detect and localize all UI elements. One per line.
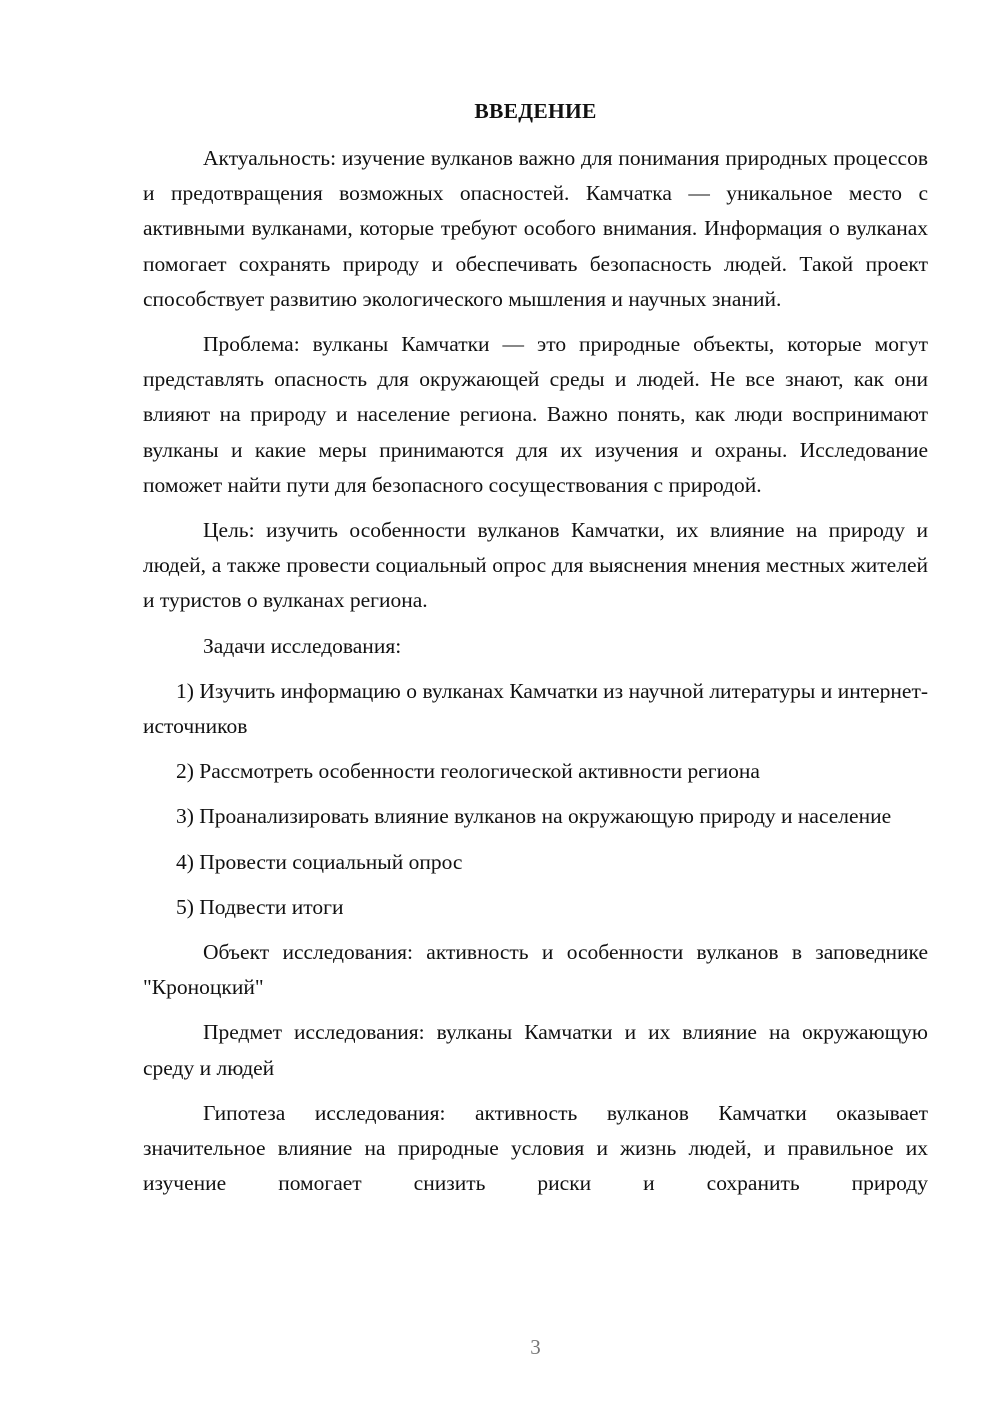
task-item-5: 5) Подвести итоги [176, 894, 344, 919]
document-page [143, 0, 928, 1414]
goal-paragraph: Цель: изучить особенности вулканов Камчатки, их влияние на природу и людей, а также провести социальный опрос для выяснения мнения местных жителей и туристов о вулканах региона. [143, 518, 928, 613]
tasks-title: Задачи исследования: [203, 633, 402, 658]
page-title: ВВЕДЕНИЕ [474, 99, 597, 123]
subject-paragraph: Предмет исследования: вулканы Камчатки и их влияние на окружающую среду и людей [143, 1020, 928, 1080]
relevance-paragraph: Актуальность: изучение вулканов важно для понимания природных процессов и предотвращения возможных опасностей. Камчатка — уникальное место с активными вулканами, которые требуют особого внимания. Информация о вулканах помогает сохранять природу и обеспечивать безопасность людей. Такой проект способствует развитию экологического мышления и научных знаний. [143, 146, 928, 311]
problem-paragraph: Проблема: вулканы Камчатки — это природные объекты, которые могут представлять опасность для окружающей среды и людей. Не все знают, как они влияют на природу и население региона. Важно понять, как люди воспринимают вулканы и какие меры принимаются для их изучения и охраны. Исследование поможет найти пути для безопасного сосуществования с природой. [143, 332, 928, 497]
object-paragraph: Объект исследования: активность и особенности вулканов в заповеднике "Кроноцкий" [143, 940, 928, 1000]
hypothesis-paragraph: Гипотеза исследования: активность вулканов Камчатки оказывает значительное влияние на природные условия и жизнь людей, и правильное их изучение помогает снизить риски и сохранить природу [143, 1100, 928, 1196]
page-number: 3 [530, 1335, 541, 1359]
task-item-2: 2) Рассмотреть особенности геологической активности региона [176, 759, 760, 784]
document-body [143, 141, 928, 1211]
task-item-1: 1) Изучить информацию о вулканах Камчатки из научной литературы и интернет-источников [143, 678, 928, 739]
task-item-3: 3) Проанализировать влияние вулканов на окружающую природу и население [176, 804, 892, 829]
task-item-4: 4) Провести социальный опрос [176, 849, 463, 874]
